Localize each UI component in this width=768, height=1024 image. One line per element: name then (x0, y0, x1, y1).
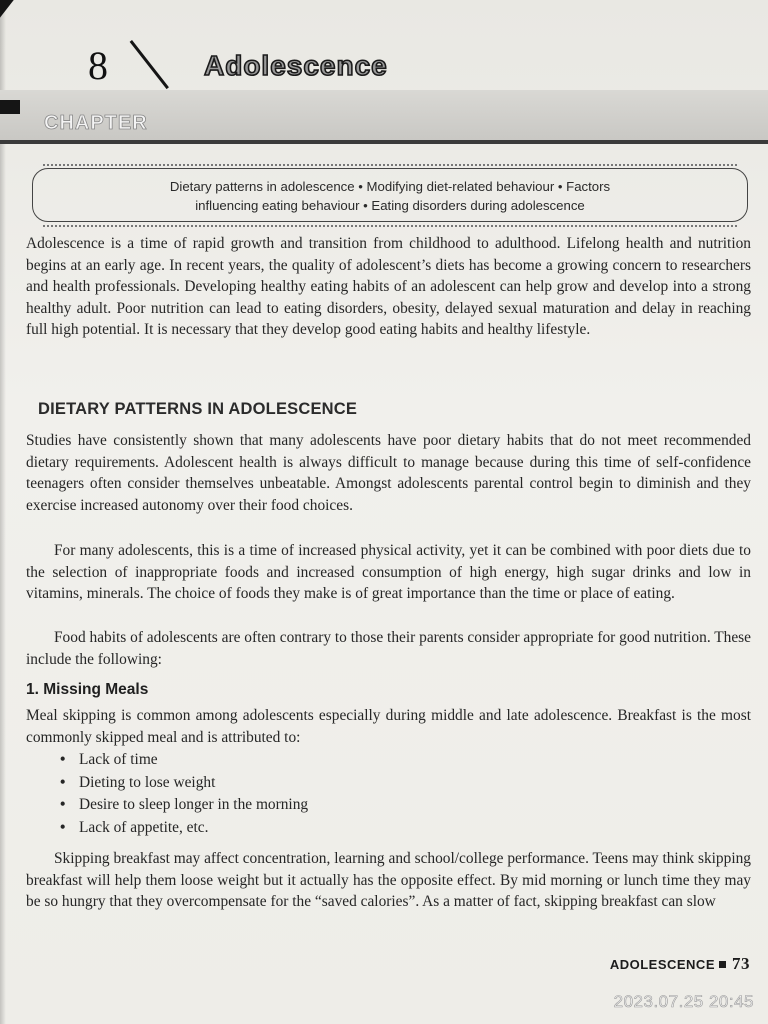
chapter-title: Adolescence (204, 50, 388, 81)
topics-line-1: Dietary patterns in adolescence • Modifying diet-related behaviour • Factors (169, 179, 611, 194)
topics-line-2: influencing eating behaviour • Eating disorders during adolescence (195, 198, 585, 213)
page-number: 73 (732, 954, 750, 973)
reasons-list (60, 749, 308, 839)
subsection-paragraph-2: Skipping breakfast may affect concentration, learning and school/college performance. Teens may think skipping breakfast will help them loose weight but it actually has the opposite effect. By mid morning or lunch time they may be so hungry that they overcompensate for the “saved calories”. As a matter of fact, skipping breakfast can slow (26, 850, 751, 911)
chapter-label: CHAPTER (44, 112, 148, 134)
chapter-number: 8 (88, 43, 108, 88)
square-bullet-icon (719, 961, 726, 968)
subsection-paragraph-1: Meal skipping is common among adolescents especially during middle and late adolescence. Breakfast is the most commonly skipped meal and is attributed to: (26, 707, 751, 746)
chapter-slash-foot (0, 100, 20, 114)
list-item: • Desire to sleep longer in the morning (60, 794, 308, 817)
page-footer (610, 954, 750, 974)
section-heading: DIETARY PATTERNS IN ADOLESCENCE (38, 400, 358, 418)
section-paragraph-2: For many adolescents, this is a time of increased physical activity, yet it can be combined with poor diets due to the selection of inappropriate foods and increased consumption of high energy, high sugar drinks and low in vitamins, minerals. The choice of foods they make is of great importance than the time or place of eating. (26, 542, 751, 603)
section-paragraph-1: Studies have consistently shown that many adolescents have poor dietary habits that do not meet recommended dietary requirements. Adolescent health is always difficult to manage because during this time of self-confidence teenagers often consider themselves unbeatable. Amongst adolescents parental control begin to diminish and they exercise increased autonomy over their food choices. (26, 432, 751, 514)
chapter-slash-left (0, 0, 47, 40)
list-item: • Dieting to lose weight (60, 772, 308, 795)
running-title: ADOLESCENCE (609, 957, 715, 972)
page-edge-shadow (0, 0, 6, 1024)
chapter-topics-box (32, 168, 748, 222)
subsection-heading: 1. Missing Meals (26, 681, 149, 698)
chapter-header-rule (0, 140, 768, 144)
intro-paragraph: Adolescence is a time of rapid growth and transition from childhood to adulthood. Lifelong health and nutrition begins at an early age. In recent years, the quality of adolescent’s diets has become a growing concern to researchers and health professionals. Developing healthy eating habits of an adolescent can help grow and develop into a strong healthy adult. Poor nutrition can lead to eating disorders, obesity, delayed sexual maturation and delay in reaching full high potential. It is necessary that they develop good eating habits and healthy lifestyle. (26, 235, 751, 339)
section-paragraph-3: Food habits of adolescents are often contrary to those their parents consider appropriate for good nutrition. These include the following: (26, 629, 751, 668)
list-item: • Lack of appetite, etc. (60, 817, 308, 840)
photo-timestamp: 2023.07.25 20:45 (613, 992, 754, 1011)
list-item: • Lack of time (60, 749, 308, 772)
chapter-slash-right (130, 40, 169, 89)
